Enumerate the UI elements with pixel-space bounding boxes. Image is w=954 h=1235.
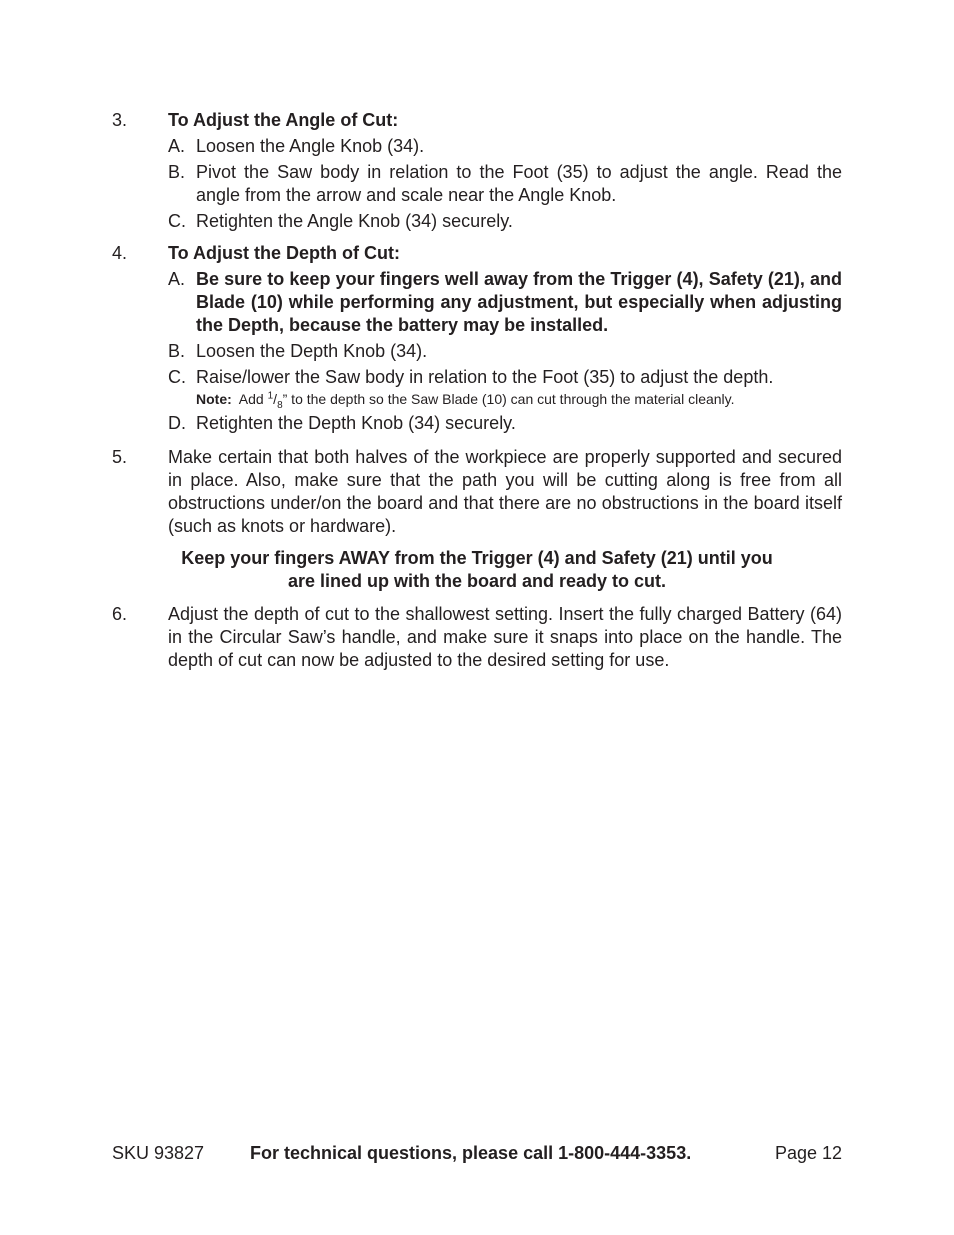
substep-c (168, 366, 842, 409)
step-6 (112, 603, 842, 672)
tech-support-line: For technical questions, please call 1-800-444-3353. (250, 1143, 692, 1163)
step-body (168, 242, 842, 435)
step-4 (112, 242, 842, 435)
substep-letter: B. (168, 162, 186, 182)
safety-warning (112, 547, 842, 593)
step-number: 5. (112, 447, 128, 467)
page-footer (112, 1142, 842, 1166)
step-number: 4. (112, 243, 128, 263)
step-number: 3. (112, 110, 128, 130)
substep-text-warning: Be sure to keep your fingers well away from the Trigger (4), Safety (21), and Blade (10) while performing any adjustment, but especially when adjusting the Depth, because the battery may be installed. (196, 269, 842, 335)
substep-text: Retighten the Depth Knob (34) securely. (196, 413, 516, 433)
substep-d (168, 412, 842, 435)
step-number: 6. (112, 604, 128, 624)
note-pre: Add (238, 391, 264, 407)
substep-a (168, 268, 842, 337)
substep-letter: C. (168, 367, 186, 387)
substep-text: Raise/lower the Saw body in relation to the Foot (35) to adjust the depth. (196, 367, 774, 387)
warning-line-1: Keep your fingers AWAY from the Trigger (4) and Safety (21) until you (181, 548, 773, 568)
fraction-denominator: 8 (277, 399, 283, 411)
substep-letter: D. (168, 413, 186, 433)
note-post: ” to the depth so the Saw Blade (10) can cut through the material cleanly. (282, 391, 735, 407)
substep-letter: B. (168, 341, 186, 361)
step-5 (112, 446, 842, 538)
substep-a (168, 135, 842, 158)
step-title: To Adjust the Depth of Cut: (168, 243, 400, 263)
note-label: Note: (196, 391, 232, 407)
substep-letter: A. (168, 269, 186, 289)
step-body (168, 109, 842, 233)
step-paragraph: Make certain that both halves of the workpiece are properly supported and secured in place. Also, make sure that the path you will be cutting along is free from all obstructions under/on the board and that there are no obstructions in the board itself (such as knots or hardware). (168, 447, 842, 536)
fraction-numerator: 1 (267, 390, 274, 402)
step-title: To Adjust the Angle of Cut: (168, 110, 399, 130)
substep-letter: C. (168, 211, 186, 231)
warning-line-2: are lined up with the board and ready to cut. (287, 571, 667, 591)
substep-c (168, 210, 842, 233)
page-number: Page 12 (774, 1143, 842, 1163)
substep-text: Retighten the Angle Knob (34) securely. (196, 211, 513, 231)
substep-b (168, 161, 842, 207)
substep-text: Loosen the Depth Knob (34). (196, 341, 428, 361)
sku-number: SKU 93827 (112, 1143, 205, 1163)
substep-letter: A. (168, 136, 186, 156)
depth-note: Note: Add $^1/_8$” to the depth so the Saw Blade (10) can cut through the material cleanly. (196, 390, 735, 411)
substep-text: Pivot the Saw body in relation to the Foot (35) to adjust the angle. Read the angle from the arrow and scale near the Angle Knob. (196, 162, 842, 205)
step-3 (112, 109, 842, 233)
substep-text: Loosen the Angle Knob (34). (196, 136, 425, 156)
step-paragraph: Adjust the depth of cut to the shallowest setting. Insert the fully charged Battery (64) in the Circular Saw’s handle, and make sure it snaps into place on the handle. The depth of cut can now be adjusted to the desired setting for use. (168, 604, 842, 670)
substep-b (168, 340, 842, 363)
